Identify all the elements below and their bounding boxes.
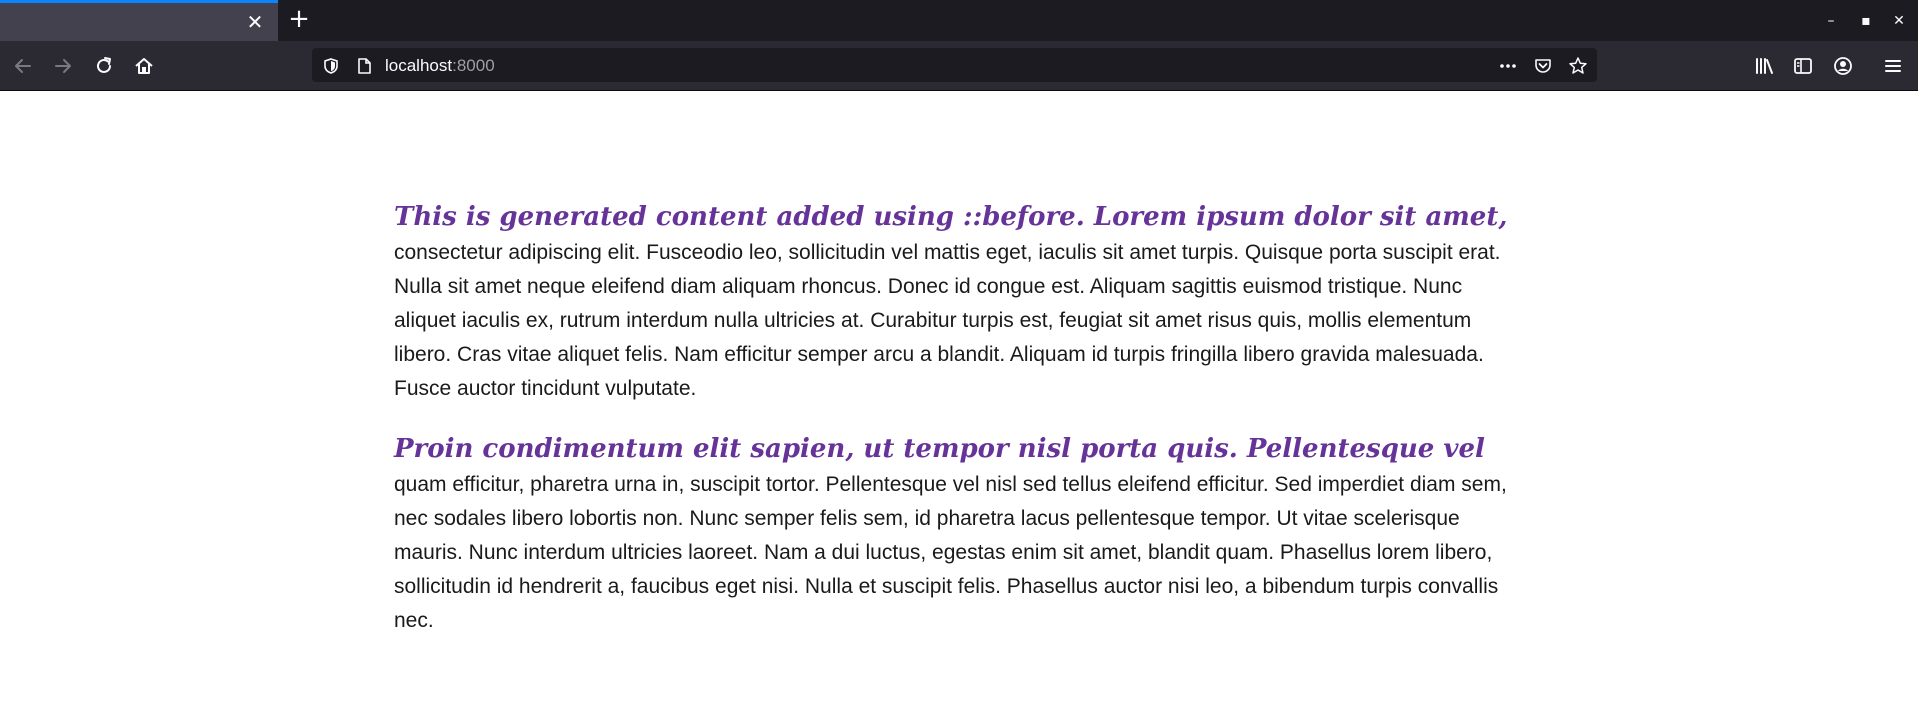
url-port: :8000	[452, 56, 495, 75]
back-arrow-icon	[12, 55, 34, 77]
paragraph-2	[394, 432, 1514, 638]
url-text[interactable]	[385, 56, 495, 76]
home-icon	[133, 55, 155, 77]
close-icon: ✕	[1893, 13, 1905, 29]
generated-before-text: Proin condimentum elit sapien, ut tempor nisl porta quis. Pellentesque vel	[394, 434, 1485, 464]
tab-strip	[0, 0, 1918, 41]
minimize-button[interactable]	[1820, 10, 1842, 32]
reload-button[interactable]	[91, 53, 117, 79]
account-button[interactable]	[1830, 53, 1856, 79]
paragraph-1	[394, 200, 1514, 406]
close-icon[interactable]: ✕	[246, 10, 264, 34]
page-icon[interactable]	[354, 56, 374, 76]
window-close-button[interactable]	[1888, 10, 1910, 32]
account-icon	[1832, 55, 1854, 77]
generated-before-text: This is generated content added using ::before. Lorem ipsum dolor sit amet,	[394, 202, 1508, 232]
maximize-icon: ▪	[1861, 13, 1871, 29]
home-button[interactable]	[131, 53, 157, 79]
url-host: localhost	[385, 56, 453, 75]
paragraph-body: consectetur adipiscing elit. Fusceodio leo, sollicitudin vel mattis eget, iaculis sit amet turpis. Quisque porta suscipit erat. Nulla sit amet neque eleifend diam aliquam rhoncus. Donec id congue est. Aliquam sagittis euismod tristique. Nunc aliquet iaculis ex, rutrum interdum nulla ultricies at. Curabitur turpis est, feugiat sit amet risus quis, mollis elementum libero. Cras vitae aliquet felis. Nam efficitur semper arcu a blandit. Aliquam id turpis fringilla libero gravida malesuada. Fusce auctor tincidunt vulputate.	[394, 241, 1501, 400]
sidebar-icon	[1792, 55, 1814, 77]
page-content	[394, 200, 1514, 664]
shield-icon[interactable]	[321, 56, 341, 76]
back-button[interactable]	[10, 53, 36, 79]
maximize-button[interactable]	[1855, 10, 1877, 32]
bookmark-star-icon[interactable]	[1568, 56, 1588, 76]
forward-arrow-icon	[52, 55, 74, 77]
tab-active[interactable]	[0, 0, 278, 41]
minimize-icon: –	[1827, 13, 1835, 29]
nav-bar	[0, 41, 1918, 91]
hamburger-menu-icon	[1882, 55, 1904, 77]
address-bar[interactable]	[312, 48, 1597, 82]
library-button[interactable]	[1751, 53, 1777, 79]
reload-icon	[93, 55, 115, 77]
pocket-icon[interactable]	[1533, 56, 1553, 76]
sidebar-button[interactable]	[1790, 53, 1816, 79]
library-icon	[1753, 55, 1775, 77]
more-actions-icon[interactable]	[1498, 56, 1518, 76]
new-tab-button[interactable]	[286, 6, 312, 32]
forward-button[interactable]	[50, 53, 76, 79]
paragraph-body: quam efficitur, pharetra urna in, suscipit tortor. Pellentesque vel nisl sed tellus eleifend efficitur. Sed imperdiet diam sem, nec sodales libero lobortis non. Nunc semper felis sem, id pharetra lacus pellentesque tempor. Ut vitae scelerisque mauris. Nunc interdum ultricies laoreet. Nam a dui luctus, egestas enim sit amet, blandit quam. Phasellus lorem libero, sollicitudin id hendrerit a, faucibus eget nisi. Nulla et suscipit felis. Phasellus auctor nisi leo, a bibendum turpis convallis nec.	[394, 473, 1507, 632]
tab-title	[14, 13, 234, 33]
menu-button[interactable]	[1880, 53, 1906, 79]
plus-icon: +	[288, 4, 310, 34]
